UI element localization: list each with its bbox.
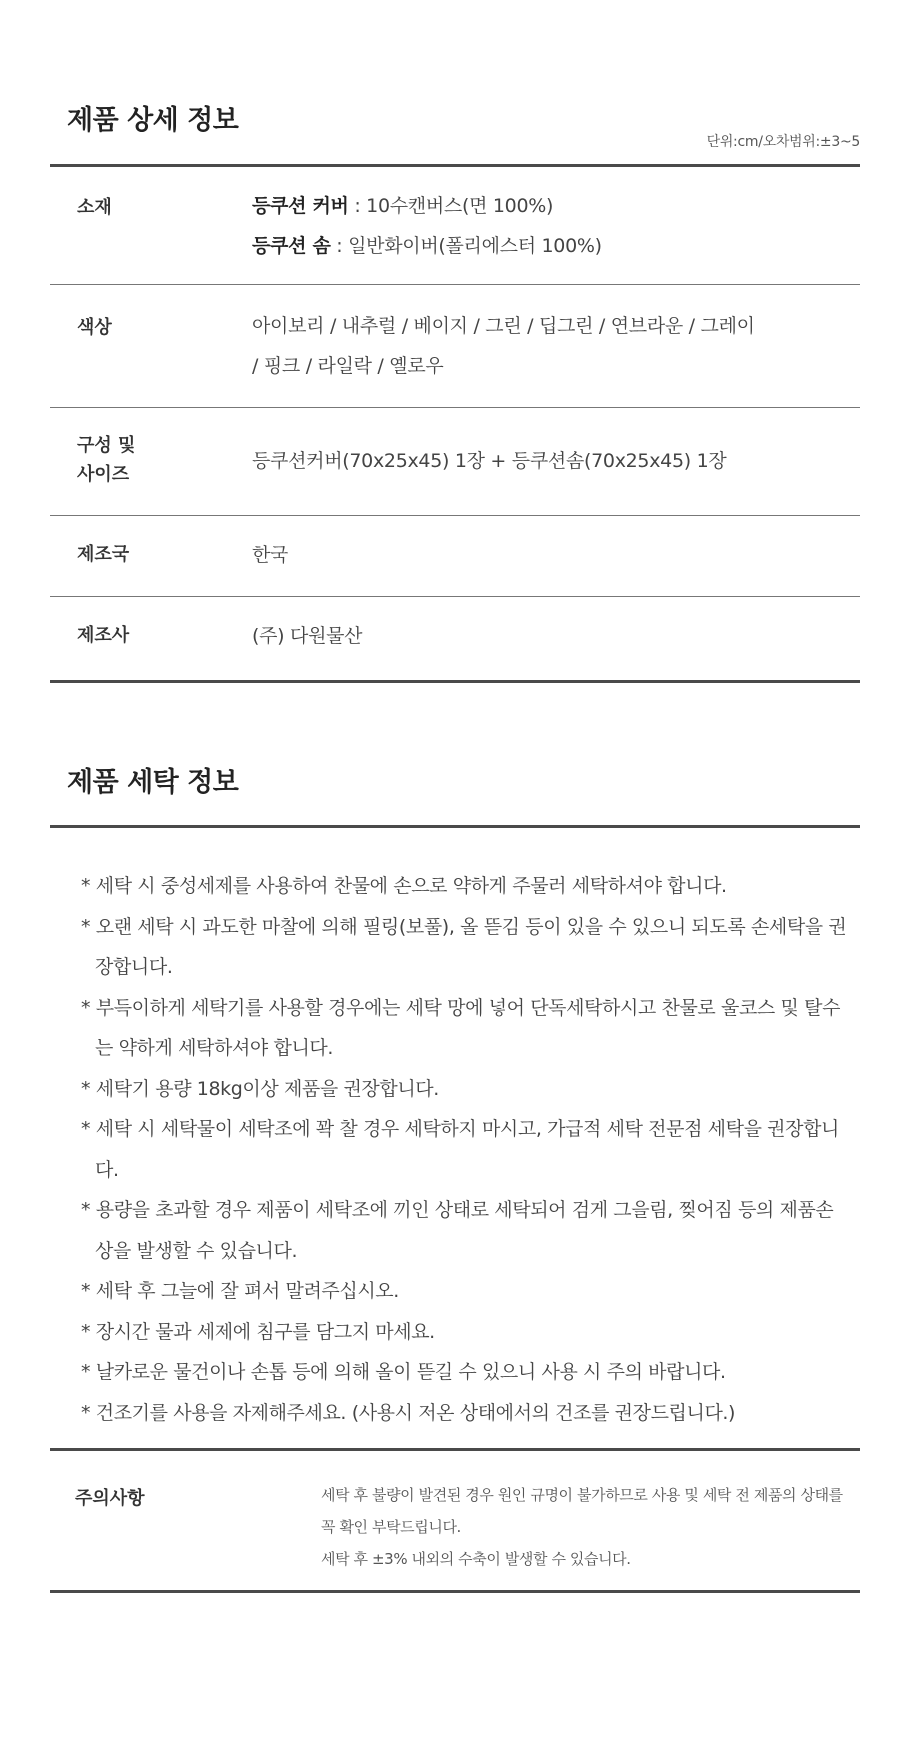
- wash-instruction: * 장시간 물과 세제에 침구를 담그지 마세요.: [81, 1320, 435, 1343]
- row-value-country: 한국: [252, 544, 289, 566]
- spec-title: 제품 상세 정보: [67, 105, 239, 136]
- row-label-composition: 구성 및 사이즈: [77, 435, 136, 485]
- wash-instruction: * 세탁 시 중성세제를 사용하여 찬물에 손으로 약하게 주물러 세탁하셔야 합니다.: [81, 875, 727, 897]
- wash-instruction: * 세탁 후 그늘에 잘 펴서 말려주십시오.: [81, 1280, 399, 1302]
- row-divider: [50, 515, 860, 516]
- row-divider: [50, 407, 860, 408]
- caution-text: [321, 1479, 861, 1575]
- caution-label: 주의사항: [75, 1488, 145, 1509]
- wash-instruction-list: [81, 866, 851, 1433]
- material-cover-line: 등쿠션 커버 : 10수캔버스(면 100%): [252, 195, 554, 217]
- wash-instruction: * 세탁 시 세탁물이 세탁조에 꽉 찰 경우 세탁하지 마시고, 가급적 세탁 전문점 세탁을 권장합니다.: [81, 1118, 839, 1181]
- row-value-composition: 등쿠션커버(70x25x45) 1장 + 등쿠션솜(70x25x45) 1장: [252, 450, 727, 472]
- wash-instruction: * 건조기를 사용을 자제해주세요. (사용시 저온 상태에서의 건조를 권장드립니다.): [81, 1401, 736, 1424]
- wash-instruction: * 오랜 세탁 시 과도한 마찰에 의해 필링(보풀), 올 뜯김 등이 있을 수 있으니 되도록 손세탁을 권장합니다.: [81, 915, 847, 978]
- row-value-color: [252, 306, 852, 386]
- color-line: / 핑크 / 라일락 / 옐로우: [252, 355, 444, 377]
- caution-line: 세탁 후 ±3% 내외의 수축이 발생할 수 있습니다.: [321, 1550, 631, 1568]
- wash-title: 제품 세탁 정보: [67, 767, 239, 798]
- wash-instruction: * 세탁기 용량 18kg이상 제품을 권장합니다.: [81, 1077, 439, 1100]
- row-divider: [50, 596, 860, 597]
- caution-top-rule: [50, 1448, 860, 1451]
- material-filling-line: 등쿠션 솜 : 일반화이버(폴리에스터 100%): [252, 235, 602, 257]
- row-label-manufacturer: 제조사: [77, 625, 130, 646]
- wash-top-rule: [50, 825, 860, 828]
- row-label-country: 제조국: [77, 544, 130, 565]
- wash-instruction: * 부득이하게 세탁기를 사용할 경우에는 세탁 망에 넣어 단독세탁하시고 찬물로 울코스 및 탈수는 약하게 세탁하셔야 합니다.: [81, 996, 841, 1059]
- spec-bottom-rule: [50, 680, 860, 683]
- color-line: 아이보리 / 내추럴 / 베이지 / 그린 / 딥그린 / 연브라운 / 그레이: [252, 315, 755, 337]
- wash-instruction: * 용량을 초과할 경우 제품이 세탁조에 끼인 상태로 세탁되어 검게 그을림, 찢어짐 등의 제품손상을 발생할 수 있습니다.: [81, 1199, 834, 1262]
- wash-instruction: * 날카로운 물건이나 손톱 등에 의해 올이 뜯길 수 있으니 사용 시 주의 바랍니다.: [81, 1361, 726, 1383]
- caution-line: 세탁 후 불량이 발견된 경우 원인 규명이 불가하므로 사용 및 세탁 전 제품의 상태를 꼭 확인 부탁드립니다.: [321, 1486, 843, 1536]
- caution-bottom-rule: [50, 1590, 860, 1593]
- row-value-material: [252, 186, 852, 266]
- spec-top-rule: [50, 164, 860, 167]
- unit-note: 단위:cm/오차범위:±3~5: [706, 134, 860, 150]
- row-label-color: 색상: [77, 317, 112, 338]
- row-label-material: 소재: [77, 197, 112, 218]
- row-value-manufacturer: (주) 다원물산: [252, 625, 363, 647]
- row-divider: [50, 284, 860, 285]
